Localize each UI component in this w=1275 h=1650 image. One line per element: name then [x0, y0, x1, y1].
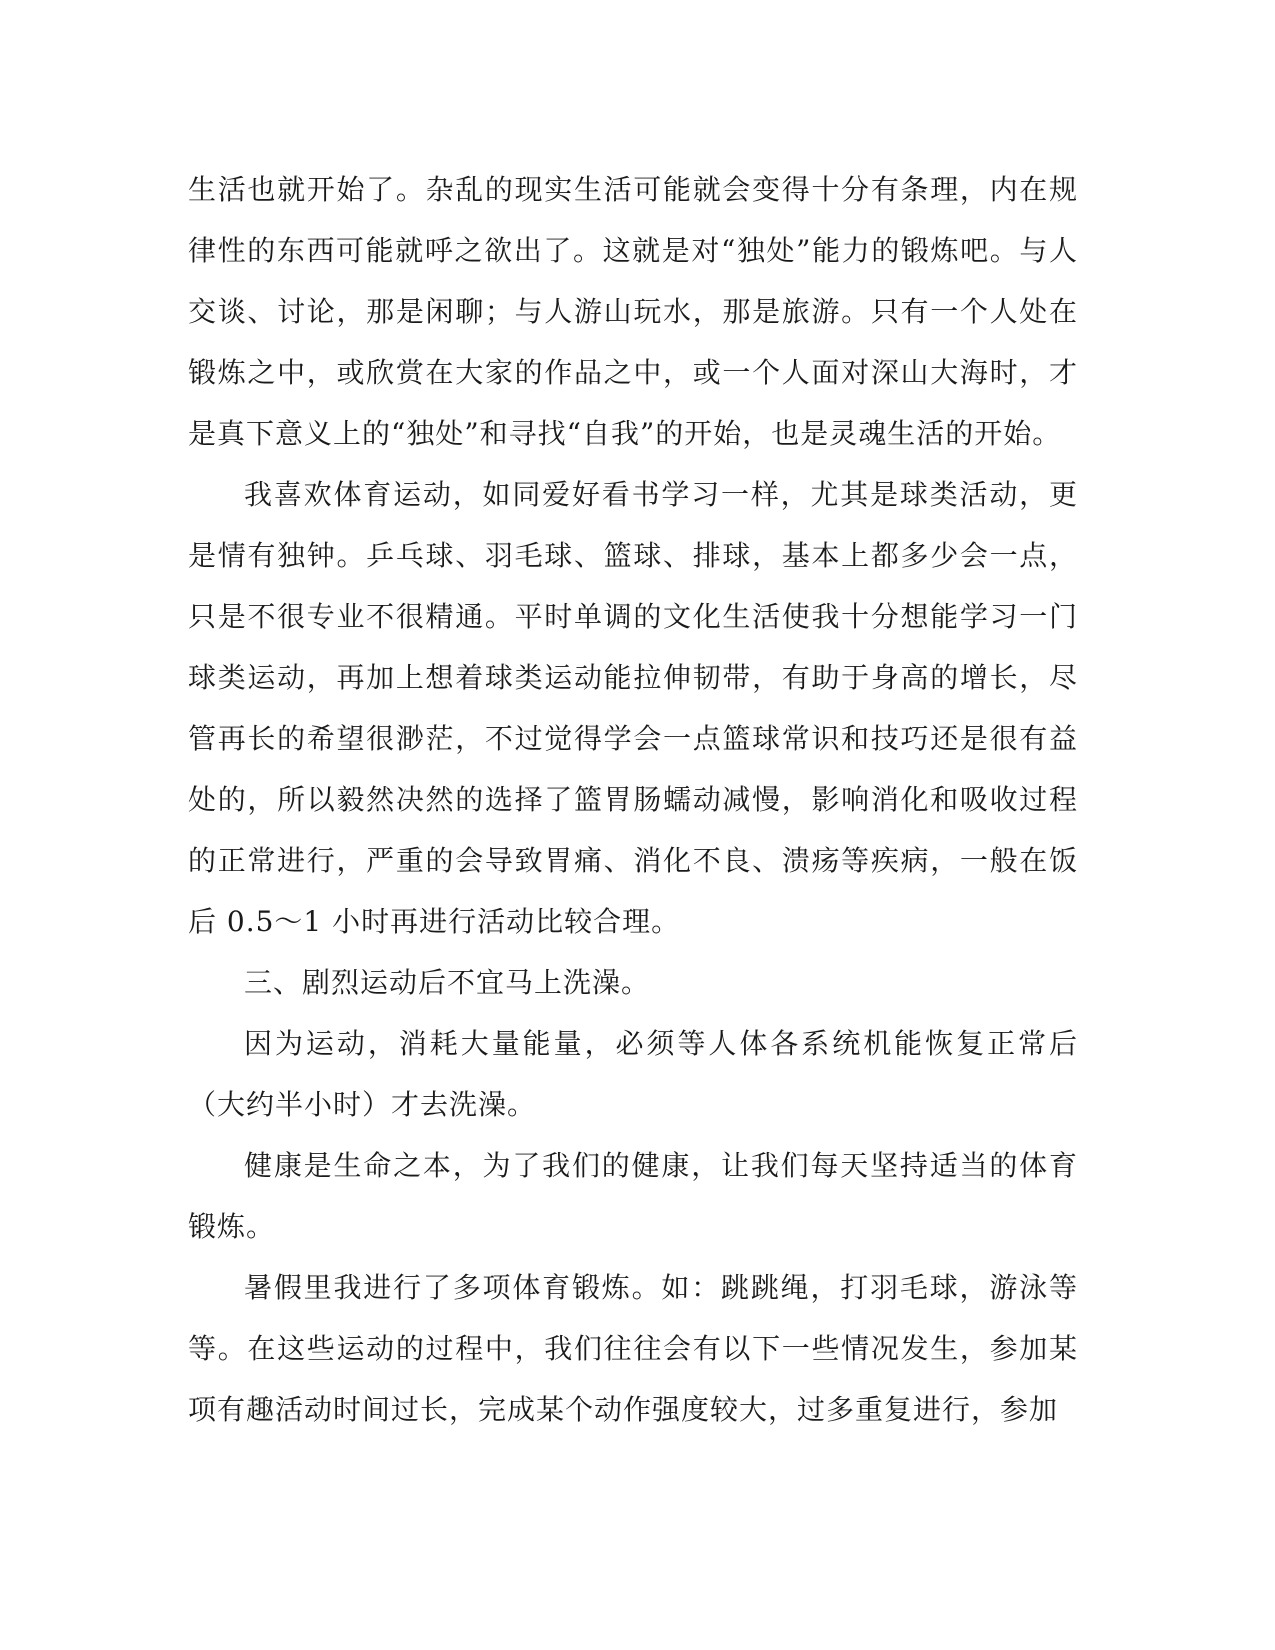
body-text — [188, 159, 1078, 1440]
paragraph-6: 暑假里我进行了多项体育锻炼。如：跳跳绳，打羽毛球，游泳等等。在这些运动的过程中，我们往往会有以下一些情况发生，参加某项有趣活动时间过长，完成某个动作强度较大，过多重复进行，参加 — [188, 1271, 1078, 1426]
paragraph-5: 健康是生命之本，为了我们的健康，让我们每天坚持适当的体育锻炼。 — [188, 1149, 1078, 1243]
paragraph-1: 生活也就开始了。杂乱的现实生活可能就会变得十分有条理，内在规律性的东西可能就呼之欲出了。这就是对“独处”能力的锻炼吧。与人交谈、讨论，那是闲聊；与人游山玩水，那是旅游。只有一个人处在锻炼之中，或欣赏在大家的作品之中，或一个人面对深山大海时，才是真下意义上的“独处”和寻找“自我”的开始，也是灵魂生活的开始。 — [188, 173, 1078, 450]
paragraph-3: 三、剧烈运动后不宜马上洗澡。 — [244, 966, 651, 999]
paragraph-2: 我喜欢体育运动，如同爱好看书学习一样，尤其是球类活动，更是情有独钟。乒乓球、羽毛球、篮球、排球，基本上都多少会一点，只是不很专业不很精通。平时单调的文化生活使我十分想能学习一门球类运动，再加上想着球类运动能拉伸韧带，有助于身高的增长，尽管再长的希望很渺茫，不过觉得学会一点篮球常识和技巧还是很有益处的，所以毅然决然的选择了篮胃肠蠕动减慢，影响消化和吸收过程的正常进行，严重的会导致胃痛、消化不良、溃疡等疾病，一般在饭后 0.5～1 小时再进行活动比较合理。 — [188, 478, 1078, 938]
paragraph-4: 因为运动，消耗大量能量，必须等人体各系统机能恢复正常后（大约半小时）才去洗澡。 — [188, 1027, 1078, 1121]
